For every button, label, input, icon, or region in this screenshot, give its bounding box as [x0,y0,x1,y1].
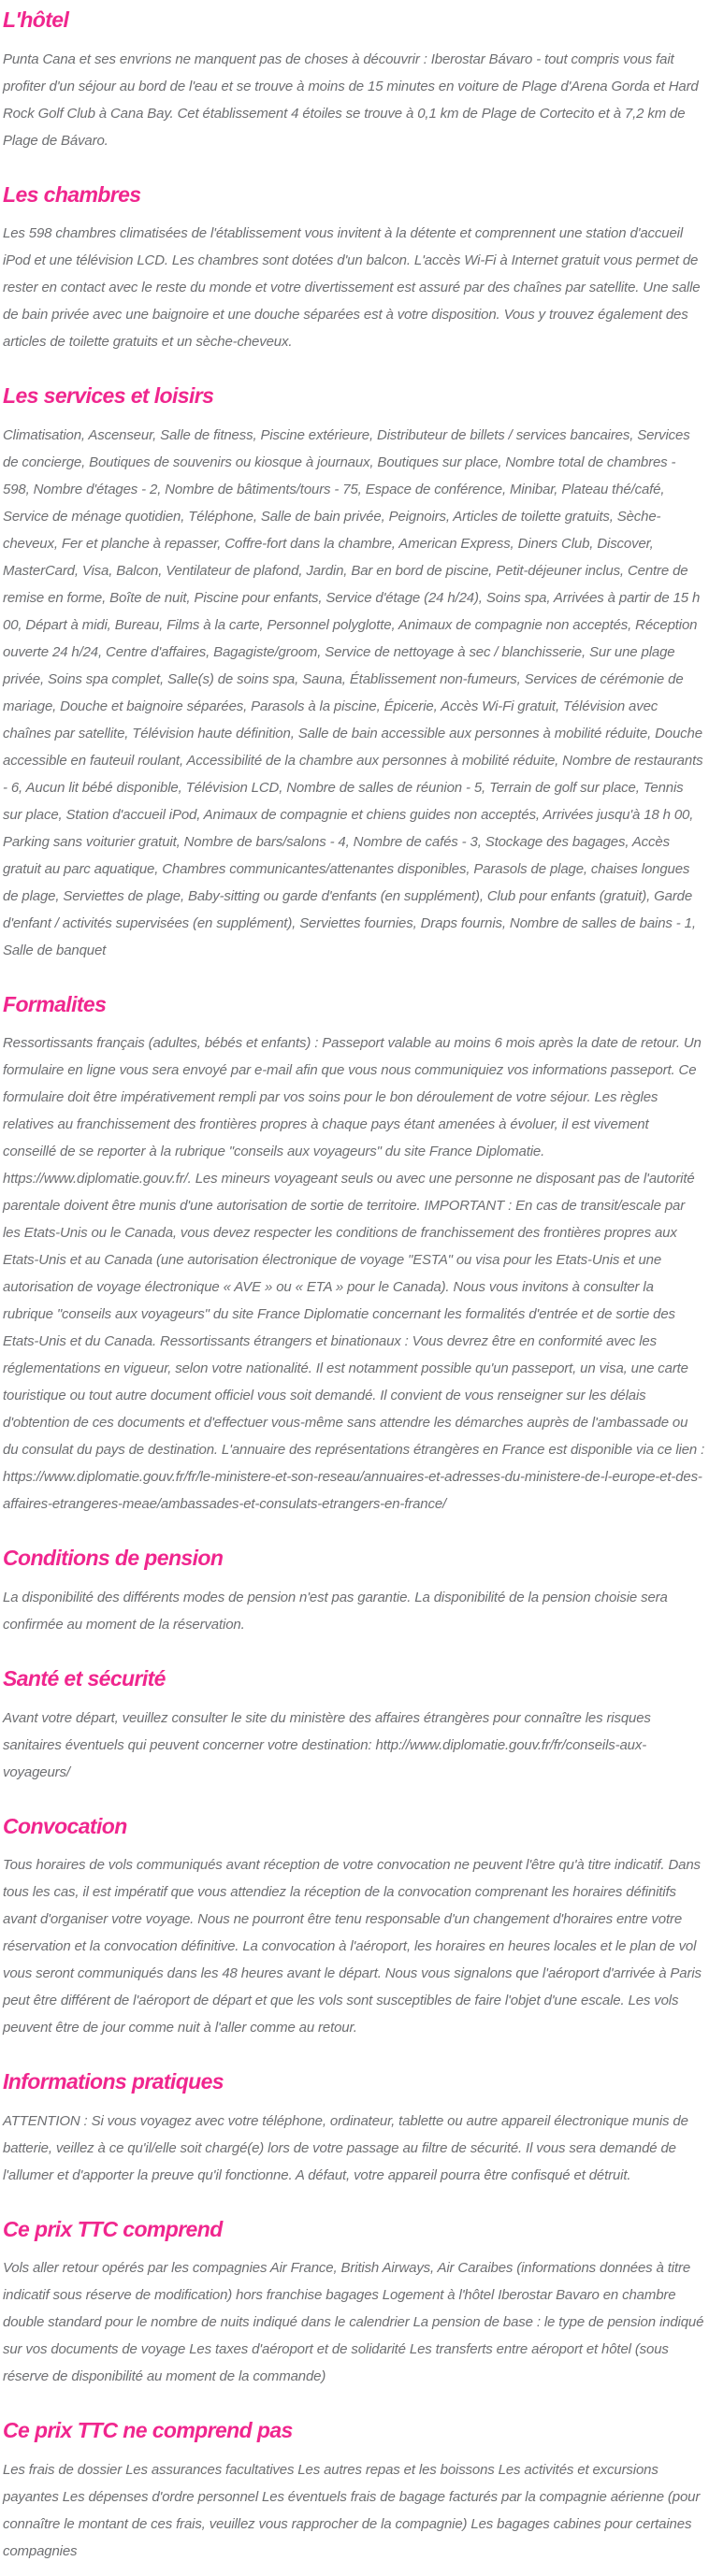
section-body-conditions-pension: La disponibilité des différents modes de pension n'est pas garantie. La disponibilité de la pension choisie sera confirmée au moment de la réservation. [3,1589,668,1633]
section-title-hotel: L'hôtel [3,7,69,32]
section-services-loisirs [3,383,705,964]
section-hotel [3,7,705,154]
section-title-sante-securite: Santé et sécurité [3,1665,166,1691]
section-title-formalites: Formalites [3,991,107,1016]
section-body-informations-pratiques: ATTENTION : Si vous voyagez avec votre téléphone, ordinateur, tablette ou autre appareil électronique munis de batterie, veillez à ce qu'il/elle soit chargé(e) lors de votre passage au filtre de sécurité. Il vous sera demandé de l'allumer et d'apporter la preuve qu'il fonctionne. A défaut, votre appareil pourra être confisqué et détruit. [3,2112,688,2183]
section-prix-ne-comprend-pas [3,2418,705,2565]
section-title-convocation: Convocation [3,1813,127,1838]
section-title-prix-comprend: Ce prix TTC comprend [3,2216,223,2241]
section-informations-pratiques [3,2069,705,2189]
section-body-sante-securite: Avant votre départ, veuillez consulter le site du ministère des affaires étrangères pour connaître les risques sanitaires éventuels qui peuvent concerner votre destination: http://www.diplomatie.gouv.fr/fr/conseils-aux-voyageurs/ [3,1709,651,1780]
section-sante-securite [3,1666,705,1786]
section-prix-comprend [3,2217,705,2391]
section-body-prix-comprend: Vols aller retour opérés par les compagnies Air France, British Airways, Air Caraibes (informations données à titre indicatif sous réserve de modification) hors franchise bagages Logement à l'hôtel Iberostar Bavaro en chambre double standard pour le nombre de nuits indiqué dans le calendrier La pension de base : le type de pension indiqué sur vos documents de voyage Les taxes d'aéroport et de solidarité Les transferts entre aéroport et hôtel (sous réserve de disponibilité au moment de la commande) [3,2260,704,2385]
section-convocation [3,1814,705,2042]
section-title-conditions-pension: Conditions de pension [3,1546,224,1571]
section-body-prix-ne-comprend-pas: Les frais de dossier Les assurances facultatives Les autres repas et les boissons Les activités et excursions payantes Les dépenses d'ordre personnel Les éventuels frais de bagage facturés par la compagnie aérienne (pour connaître le montant de ces frais, veuillez vous rapprocher de la compagnie) Les bagages cabines pour certaines compagnies [3,2461,701,2559]
section-body-services-loisirs: Climatisation, Ascenseur, Salle de fitness, Piscine extérieure, Distributeur de billets / services bancaires, Services de concierge, Boutiques de souvenirs ou kiosque à journaux, Boutiques sur place, Nombre total de chambres - 598, Nombre d'étages - 2, Nombre de bâtiments/tours - 75, Espace de conférence, Minibar, Plateau thé/café, Service de ménage quotidien, Téléphone, Salle de bain privée, Peignoirs, Articles de toilette gratuits, Sèche-cheveux, Fer et planche à repasser, Coffre-fort dans la chambre, American Express, Diners Club, Discover, MasterCard, Visa, Balcon, Ventilateur de plafond, Jardin, Bar en bord de piscine, Petit-déjeuner inclus, Centre de remise en forme, Boîte de nuit, Piscine pour enfants, Service d'étage (24 h/24), Soins spa, Arrivées à partir de 15 h 00, Départ à midi, Bureau, Films à la carte, Personnel polyglotte, Animaux de compagnie non acceptés, Réception ouverte 24 h/24, Centre d'affaires, Bagagiste/groom, Service de nettoyage à sec / blanchisserie, Sur une plage privée, Soins spa complet, Salle(s) de soins spa, Sauna, Établissement non-fumeurs, Services de cérémonie de mariage, Douche et baignoire séparées, Parasols à la piscine, Épicerie, Accès Wi-Fi gratuit, Télévision avec chaînes par satellite, Télévision haute définition, Salle de bain accessible aux personnes à mobilité réduite, Douche accessible en fauteuil roulant, Accessibilité de la chambre aux personnes à mobilité réduite, Nombre de restaurants - 6, Aucun lit bébé disponible, Télévision LCD, Nombre de salles de réunion - 5, Terrain de golf sur place, Tennis sur place, Station d'accueil iPod, Animaux de compagnie et chiens guides non acceptés, Arrivées jusqu'à 18 h 00, Parking sans voiturier gratuit, Nombre de bars/salons - 4, Nombre de cafés - 3, Stockage des bagages, Accès gratuit au parc aquatique, Chambres communicantes/attenantes disponibles, Parasols de plage, chaises longues de plage, Serviettes de plage, Baby-sitting ou garde d'enfants (en supplément), Club pour enfants (gratuit), Garde d'enfant / activités supervisées (en supplément), Serviettes fournies, Draps fournis, Nombre de salles de bains - 1, Salle de banquet [3,426,703,958]
section-body-chambres: Les 598 chambres climatisées de l'établissement vous invitent à la détente et comprennent une station d'accueil iPod et une télévision LCD. Les chambres sont dotées d'un balcon. L'accès Wi-Fi à Internet gratuit vous permet de rester en contact avec le reste du monde et votre divertissement est assuré par des chaînes par satellite. Une salle de bain privée avec une baignoire et une douche séparées est à votre disposition. Vous y trouvez également des articles de toilette gratuits et un sèche-cheveux. [3,225,701,351]
section-body-hotel: Punta Cana et ses envrions ne manquent pas de choses à découvrir : Iberostar Bávaro - tout compris vous fait profiter d'un séjour au bord de l'eau et se trouve à moins de 15 minutes en voiture de Plage d'Arena Gorda et Hard Rock Golf Club à Cana Bay. Cet établissement 4 étoiles se trouve à 0,1 km de Plage de Cortecito et à 7,2 km de Plage de Bávaro. [3,50,699,149]
section-title-services-loisirs: Les services et loisirs [3,383,214,409]
section-conditions-pension [3,1546,705,1638]
section-chambres [3,182,705,356]
section-title-informations-pratiques: Informations pratiques [3,2069,224,2094]
section-body-convocation: Tous horaires de vols communiqués avant réception de votre convocation ne peuvent l'être qu'à titre indicatif. Dans tous les cas, il est impératif que vous attendiez la réception de la convocation comprenant les horaires définitifs avant d'organiser votre voyage. Nous ne pourront être tenu responsable d'un changement d'horaires entre votre réservation et la convocation définitive. La convocation à l'aéroport, les horaires en heures locales et le plan de vol vous seront communiqués dans les 48 heures avant le départ. Nous vous signalons que l'aéroport d'arrivée à Paris peut être différent de l'aéroport de départ et que les vols sont susceptibles de faire l'objet d'une escale. Les vols peuvent être de jour comme nuit à l'aller comme au retour. [3,1857,702,2036]
section-formalites [3,992,705,1518]
section-body-formalites: Ressortissants français (adultes, bébés et enfants) : Passeport valable au moins 6 mois après la date de retour. Un formulaire en ligne vous sera envoyé par e-mail afin que vous nous communiquiez vos informations passeport. Ce formulaire doit être impérativement rempli par vos soins pour le bon déroulement de votre séjour. Les règles relatives au franchissement des frontières propres à chaque pays étant amenées à évoluer, il est vivement conseillé de se reporter à la rubrique "conseils aux voyageurs" du site France Diplomatie. https://www.diplomatie.gouv.fr/. Les mineurs voyageant seuls ou avec une personne ne disposant pas de l'autorité parentale doivent être munis d'une autorisation de sortie de territoire. IMPORTANT : En cas de transit/escale par les Etats-Unis ou le Canada, vous devez respecter les conditions de franchissement des frontières propres aux Etats-Unis et au Canada (une autorisation électronique de voyage "ESTA" ou visa pour les Etats-Unis et une autorisation de voyage électronique « AVE » ou « ETA » pour le Canada). Nous vous invitons à consulter la rubrique "conseils aux voyageurs" du site France Diplomatie concernant les formalités d'entrée et de sortie des Etats-Unis et du Canada. Ressortissants étrangers et binationaux : Vous devrez être en conformité avec les réglementations en vigueur, selon votre nationalité. Il est notamment possible qu'un passeport, un visa, une carte touristique ou tout autre document officiel vous soit demandé. Il convient de vous renseigner sur les délais d'obtention de ces documents et d'effectuer vous-même sans attendre les démarches auprès de l'ambassade ou du consulat du pays de destination. L'annuaire des représentations étrangères en France est disponible via ce lien : https://www.diplomatie.gouv.fr/fr/le-ministere-et-son-reseau/annuaires-et-adresses-du-ministere-de-l-europe-et-des-affaires-etrangeres-meae/ambassades-et-consulats-etrangers-en-france/ [3,1035,705,1513]
section-title-chambres: Les chambres [3,181,141,207]
section-title-prix-ne-comprend-pas: Ce prix TTC ne comprend pas [3,2418,293,2443]
